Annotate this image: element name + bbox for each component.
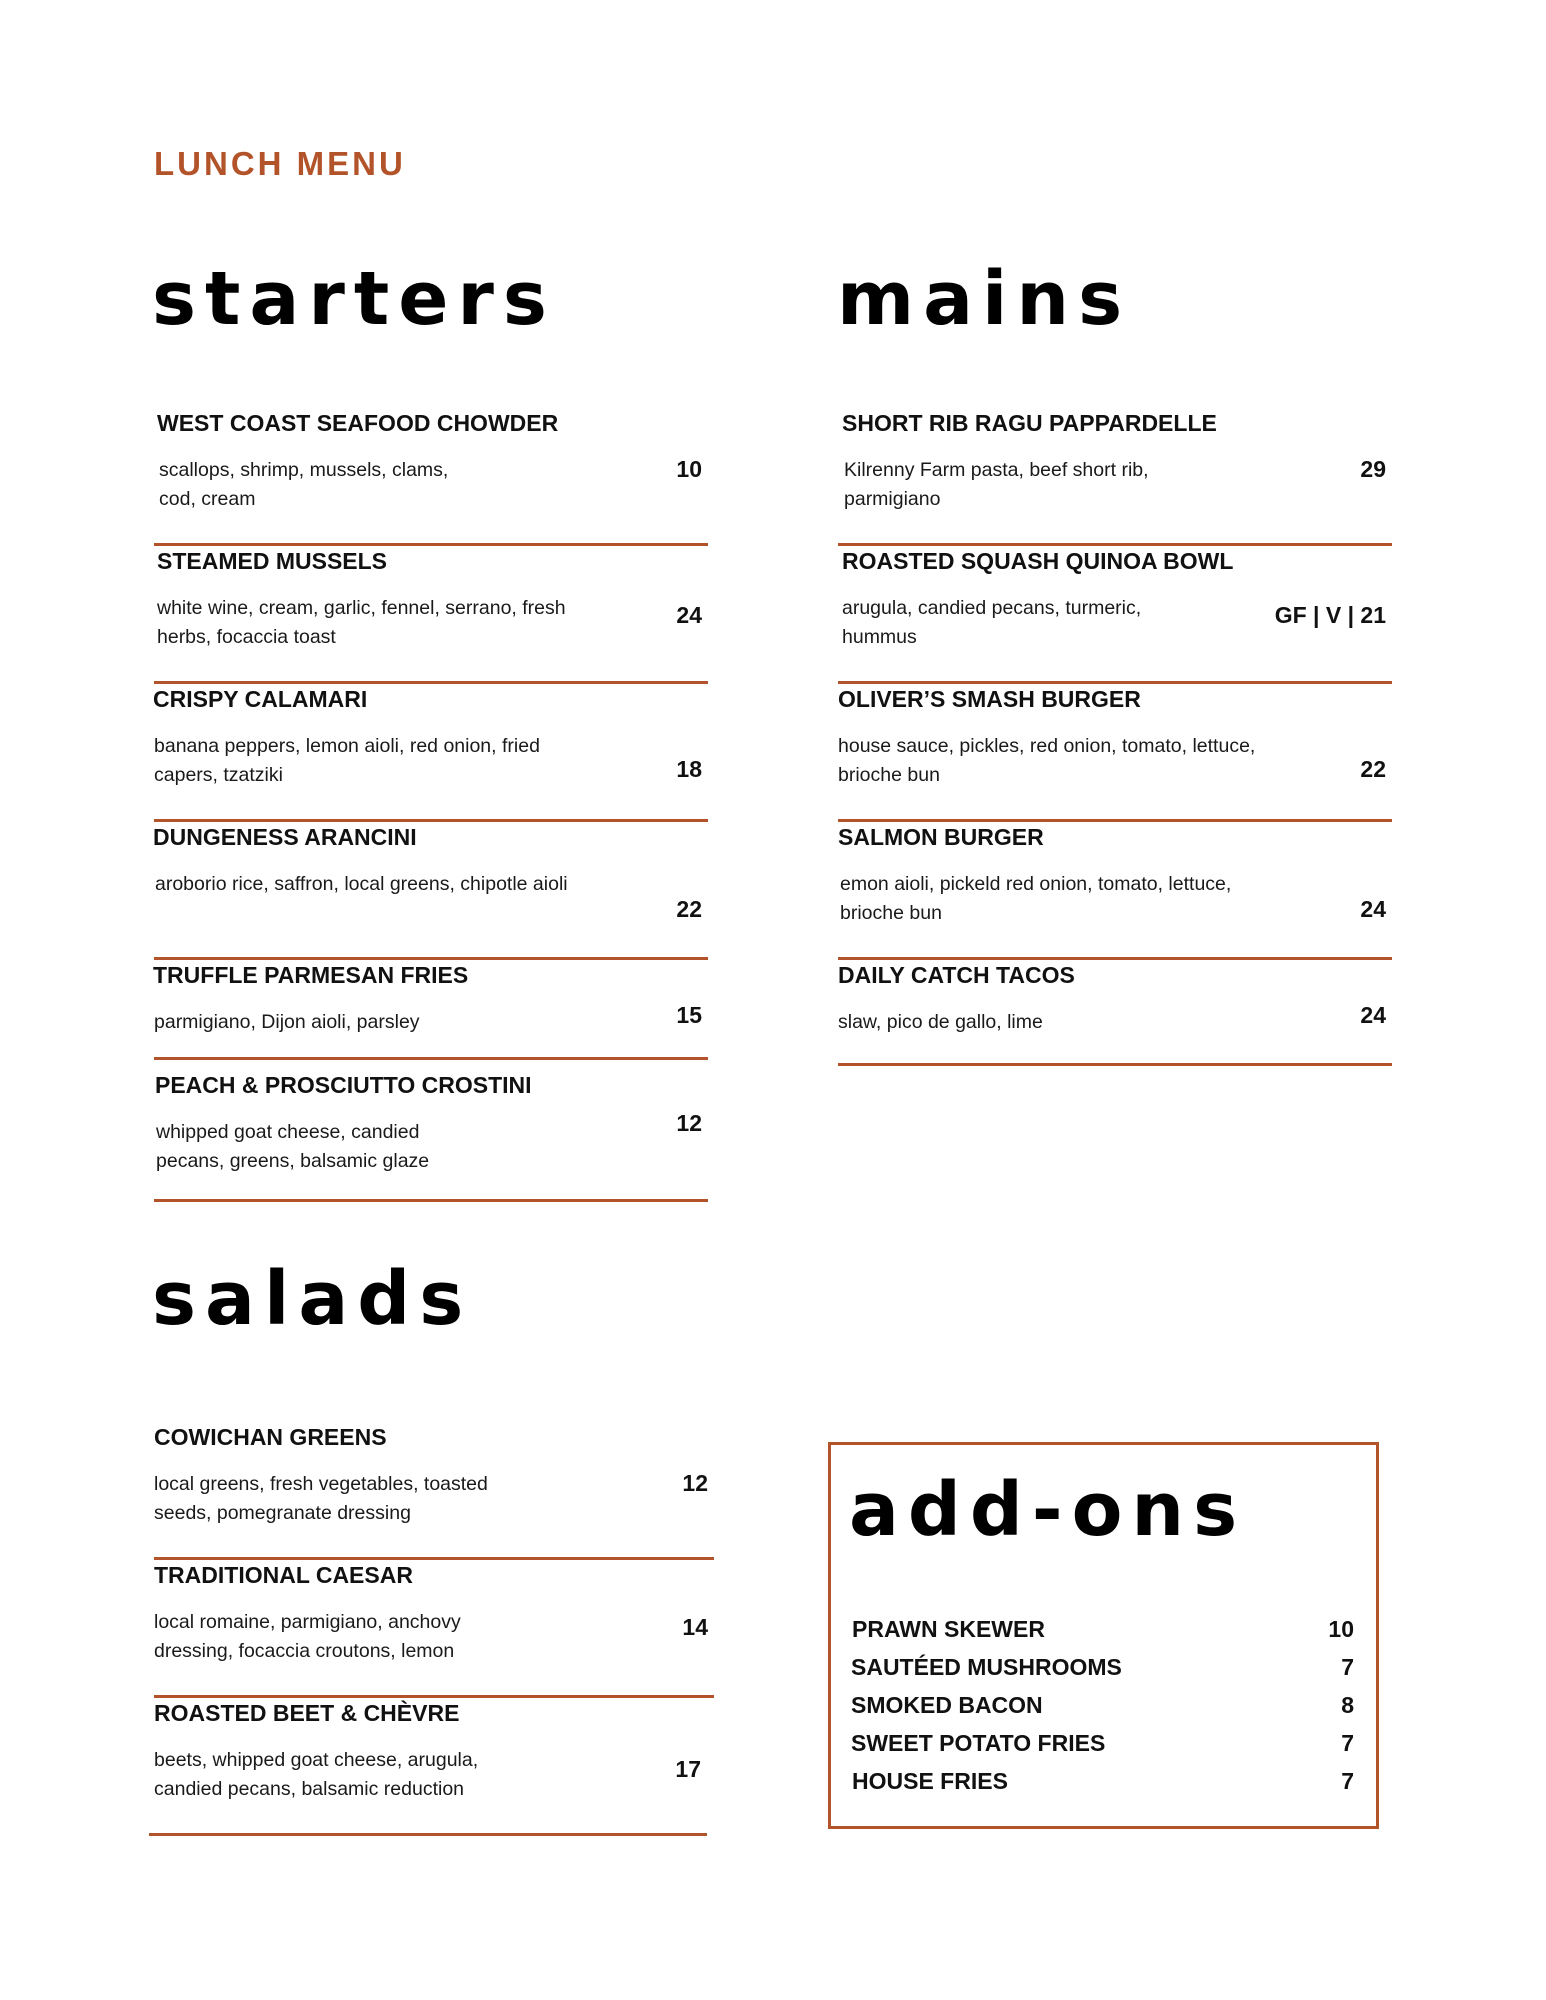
menu-item xyxy=(154,960,708,1060)
menu-item xyxy=(838,684,1392,822)
menu-item xyxy=(838,546,1392,684)
item-price: 29 xyxy=(1360,456,1386,482)
item-name: TRUFFLE PARMESAN FRIES xyxy=(153,962,469,988)
addon-price: 7 xyxy=(1341,1730,1354,1756)
addon-row xyxy=(851,1730,1354,1768)
addons-heading: add-ons xyxy=(849,1467,1247,1553)
item-name: DAILY CATCH TACOS xyxy=(838,962,1075,988)
item-description: aroborio rice, saffron, local greens, chipotle aioli xyxy=(155,873,568,895)
addon-name: HOUSE FRIES xyxy=(852,1768,1008,1794)
item-divider xyxy=(154,1199,708,1202)
item-price: 22 xyxy=(676,896,702,922)
item-price: 18 xyxy=(676,756,702,782)
addon-name: SAUTÉED MUSHROOMS xyxy=(851,1654,1122,1680)
addons-panel xyxy=(828,1442,1379,1829)
starters-heading: starters xyxy=(152,256,556,342)
item-description: banana peppers, lemon aioli, red onion, fried capers, tzatziki xyxy=(154,735,540,786)
item-name: ROASTED BEET & CHÈVRE xyxy=(154,1700,460,1726)
menu-item xyxy=(154,546,708,684)
menu-item xyxy=(838,960,1392,1066)
item-description: scallops, shrimp, mussels, clams, cod, cream xyxy=(159,459,449,510)
item-price: 10 xyxy=(676,456,702,482)
item-name: DUNGENESS ARANCINI xyxy=(153,824,417,850)
addon-name: PRAWN SKEWER xyxy=(852,1616,1045,1642)
item-description: whipped goat cheese, candied pecans, greens, balsamic glaze xyxy=(156,1121,430,1172)
item-description: parmigiano, Dijon aioli, parsley xyxy=(154,1011,420,1033)
item-description: Kilrenny Farm pasta, beef short rib, parmigiano xyxy=(844,459,1149,510)
item-description: local romaine, parmigiano, anchovy dressing, focaccia croutons, lemon xyxy=(154,1611,461,1662)
menu-item xyxy=(149,1698,707,1836)
addon-row xyxy=(852,1768,1354,1806)
item-description: local greens, fresh vegetables, toasted seeds, pomegranate dressing xyxy=(154,1473,488,1524)
item-divider xyxy=(838,1063,1392,1066)
item-name: WEST COAST SEAFOOD CHOWDER xyxy=(157,410,559,436)
item-name: OLIVER’S SMASH BURGER xyxy=(838,686,1141,712)
menu-item xyxy=(154,1070,708,1202)
item-name: PEACH & PROSCIUTTO CROSTINI xyxy=(155,1072,532,1098)
menu-item xyxy=(154,1422,714,1560)
item-description: arugula, candied pecans, turmeric, hummus xyxy=(842,597,1142,648)
menu-label: LUNCH MENU xyxy=(154,145,406,182)
item-price: 24 xyxy=(1360,896,1386,922)
item-price: 14 xyxy=(682,1614,708,1640)
addon-row xyxy=(852,1616,1354,1654)
addon-name: SMOKED BACON xyxy=(851,1692,1043,1718)
addon-name: SWEET POTATO FRIES xyxy=(851,1730,1106,1756)
addon-price: 10 xyxy=(1328,1616,1354,1642)
item-price: 12 xyxy=(676,1110,702,1136)
menu-item xyxy=(838,408,1392,546)
item-name: ROASTED SQUASH QUINOA BOWL xyxy=(842,548,1234,574)
addon-row xyxy=(851,1654,1354,1692)
item-description: beets, whipped goat cheese, arugula, candied pecans, balsamic reduction xyxy=(154,1749,479,1800)
salads-heading: salads xyxy=(152,1256,473,1342)
item-price: 24 xyxy=(676,602,702,628)
item-price: 22 xyxy=(1360,756,1386,782)
addon-price: 7 xyxy=(1341,1768,1354,1794)
addon-row xyxy=(851,1692,1354,1730)
item-name: STEAMED MUSSELS xyxy=(157,548,388,574)
item-description: slaw, pico de gallo, lime xyxy=(838,1011,1043,1033)
item-description: house sauce, pickles, red onion, tomato, lettuce, brioche bun xyxy=(838,735,1256,786)
item-name: COWICHAN GREENS xyxy=(154,1424,387,1450)
item-price: 12 xyxy=(682,1470,708,1496)
item-price: GF | V | 21 xyxy=(1274,602,1386,628)
item-price: 17 xyxy=(675,1756,701,1782)
mains-heading: mains xyxy=(837,256,1132,342)
item-name: TRADITIONAL CAESAR xyxy=(154,1562,413,1588)
item-name: SHORT RIB RAGU PAPPARDELLE xyxy=(842,410,1217,436)
menu-item xyxy=(154,684,708,822)
menu-item xyxy=(838,822,1392,960)
item-description: emon aioli, pickeld red onion, tomato, lettuce, brioche bun xyxy=(840,873,1232,924)
addon-price: 8 xyxy=(1341,1692,1354,1718)
addon-price: 7 xyxy=(1341,1654,1354,1680)
menu-item xyxy=(154,822,708,960)
item-divider xyxy=(154,1057,708,1060)
menu-item xyxy=(154,408,708,546)
item-divider xyxy=(149,1833,707,1836)
item-price: 24 xyxy=(1360,1002,1386,1028)
item-description: white wine, cream, garlic, fennel, serrano, fresh herbs, focaccia toast xyxy=(157,597,566,648)
item-price: 15 xyxy=(676,1002,702,1028)
item-name: SALMON BURGER xyxy=(838,824,1044,850)
item-name: CRISPY CALAMARI xyxy=(153,686,368,712)
menu-item xyxy=(154,1560,714,1698)
